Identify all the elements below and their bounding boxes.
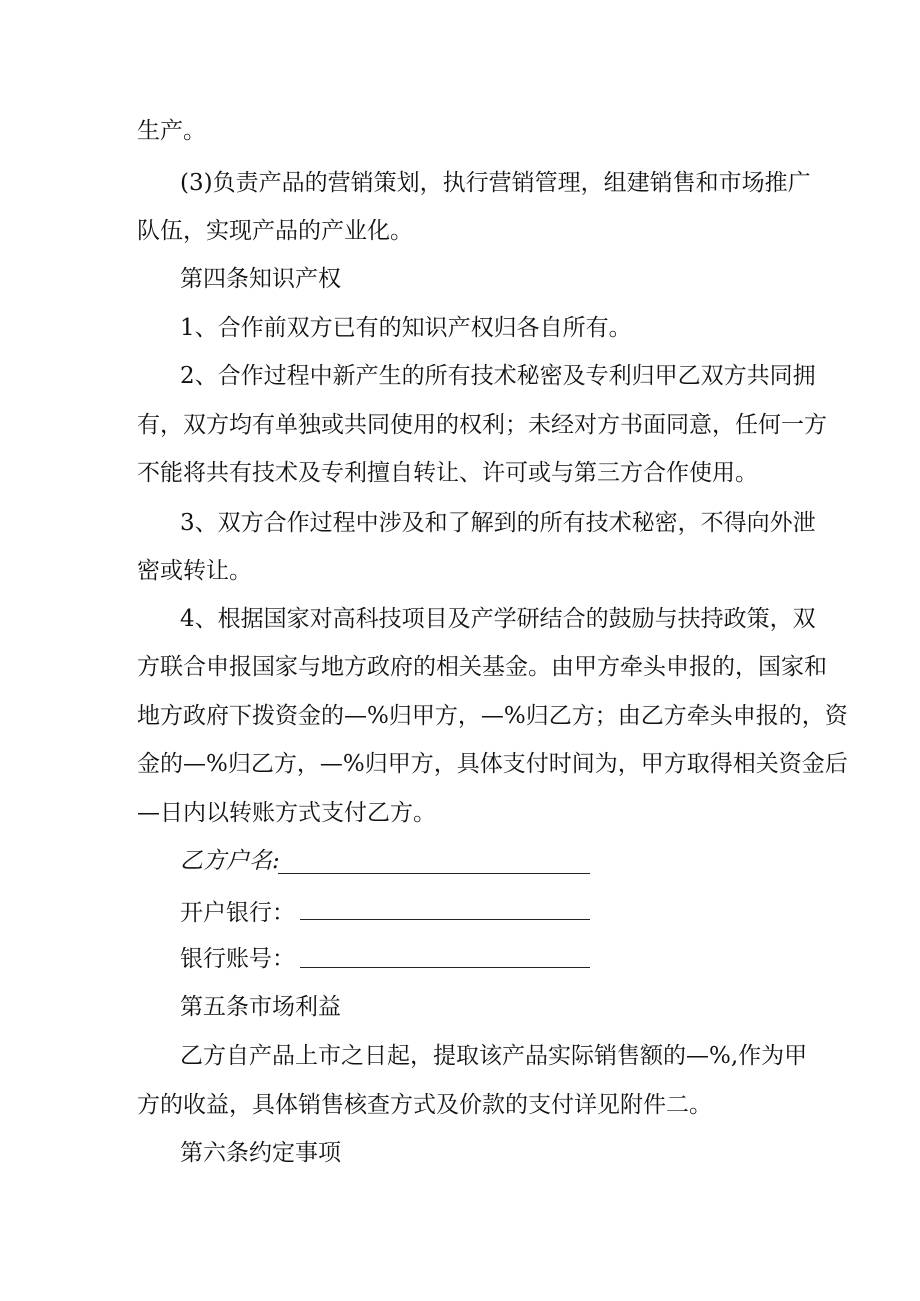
section-heading: 第五条市场利益 bbox=[180, 994, 341, 1020]
paragraph-line: 1、合作前双方已有的知识产权归各自所有。 bbox=[180, 315, 632, 341]
paragraph-line: 3、双方合作过程中涉及和了解到的所有技术秘密，不得向外泄 bbox=[180, 510, 816, 536]
account-number-label: 银行账号： bbox=[180, 946, 295, 972]
paragraph-line: 乙方自产品上市之日起，提取该产品实际销售额的—%,作为甲 bbox=[180, 1043, 808, 1069]
account-name-label: 乙方户名: bbox=[180, 848, 280, 874]
paragraph-line: 2、合作过程中新产生的所有技术秘密及专利归甲乙双方共同拥 bbox=[180, 363, 816, 389]
section-heading: 第四条知识产权 bbox=[180, 266, 341, 292]
paragraph-line: 生产。 bbox=[137, 118, 206, 144]
paragraph-line: 不能将共有技术及专利擅自转让、许可或与第三方合作使用。 bbox=[137, 460, 758, 486]
paragraph-line: 方的收益，具体销售核查方式及价款的支付详见附件二。 bbox=[137, 1092, 712, 1118]
paragraph-line: 有，双方均有单独或共同使用的权利；未经对方书面同意，任何一方 bbox=[137, 412, 827, 438]
paragraph-line: 方联合申报国家与地方政府的相关基金。由甲方牵头申报的，国家和 bbox=[137, 654, 827, 680]
paragraph-line: (3)负责产品的营销策划，执行营销管理，组建销售和市场推广 bbox=[180, 170, 811, 196]
paragraph-line: —日内以转账方式支付乙方。 bbox=[137, 800, 436, 826]
account-number-blank bbox=[300, 967, 590, 968]
paragraph-line: 4、根据国家对高科技项目及产学研结合的鼓励与扶持政策，双 bbox=[180, 606, 816, 632]
paragraph-line: 地方政府下拨资金的—%归甲方，—%归乙方；由乙方牵头申报的，资 bbox=[137, 703, 848, 729]
paragraph-line: 队伍，实现产品的产业化。 bbox=[137, 218, 413, 244]
bank-label: 开户银行： bbox=[180, 900, 295, 926]
section-heading: 第六条约定事项 bbox=[180, 1140, 341, 1166]
paragraph-line: 金的—%归乙方，—%归甲方，具体支付时间为，甲方取得相关资金后 bbox=[137, 751, 848, 777]
bank-blank bbox=[300, 919, 590, 920]
paragraph-line: 密或转让。 bbox=[137, 558, 252, 584]
account-name-blank bbox=[278, 873, 590, 874]
